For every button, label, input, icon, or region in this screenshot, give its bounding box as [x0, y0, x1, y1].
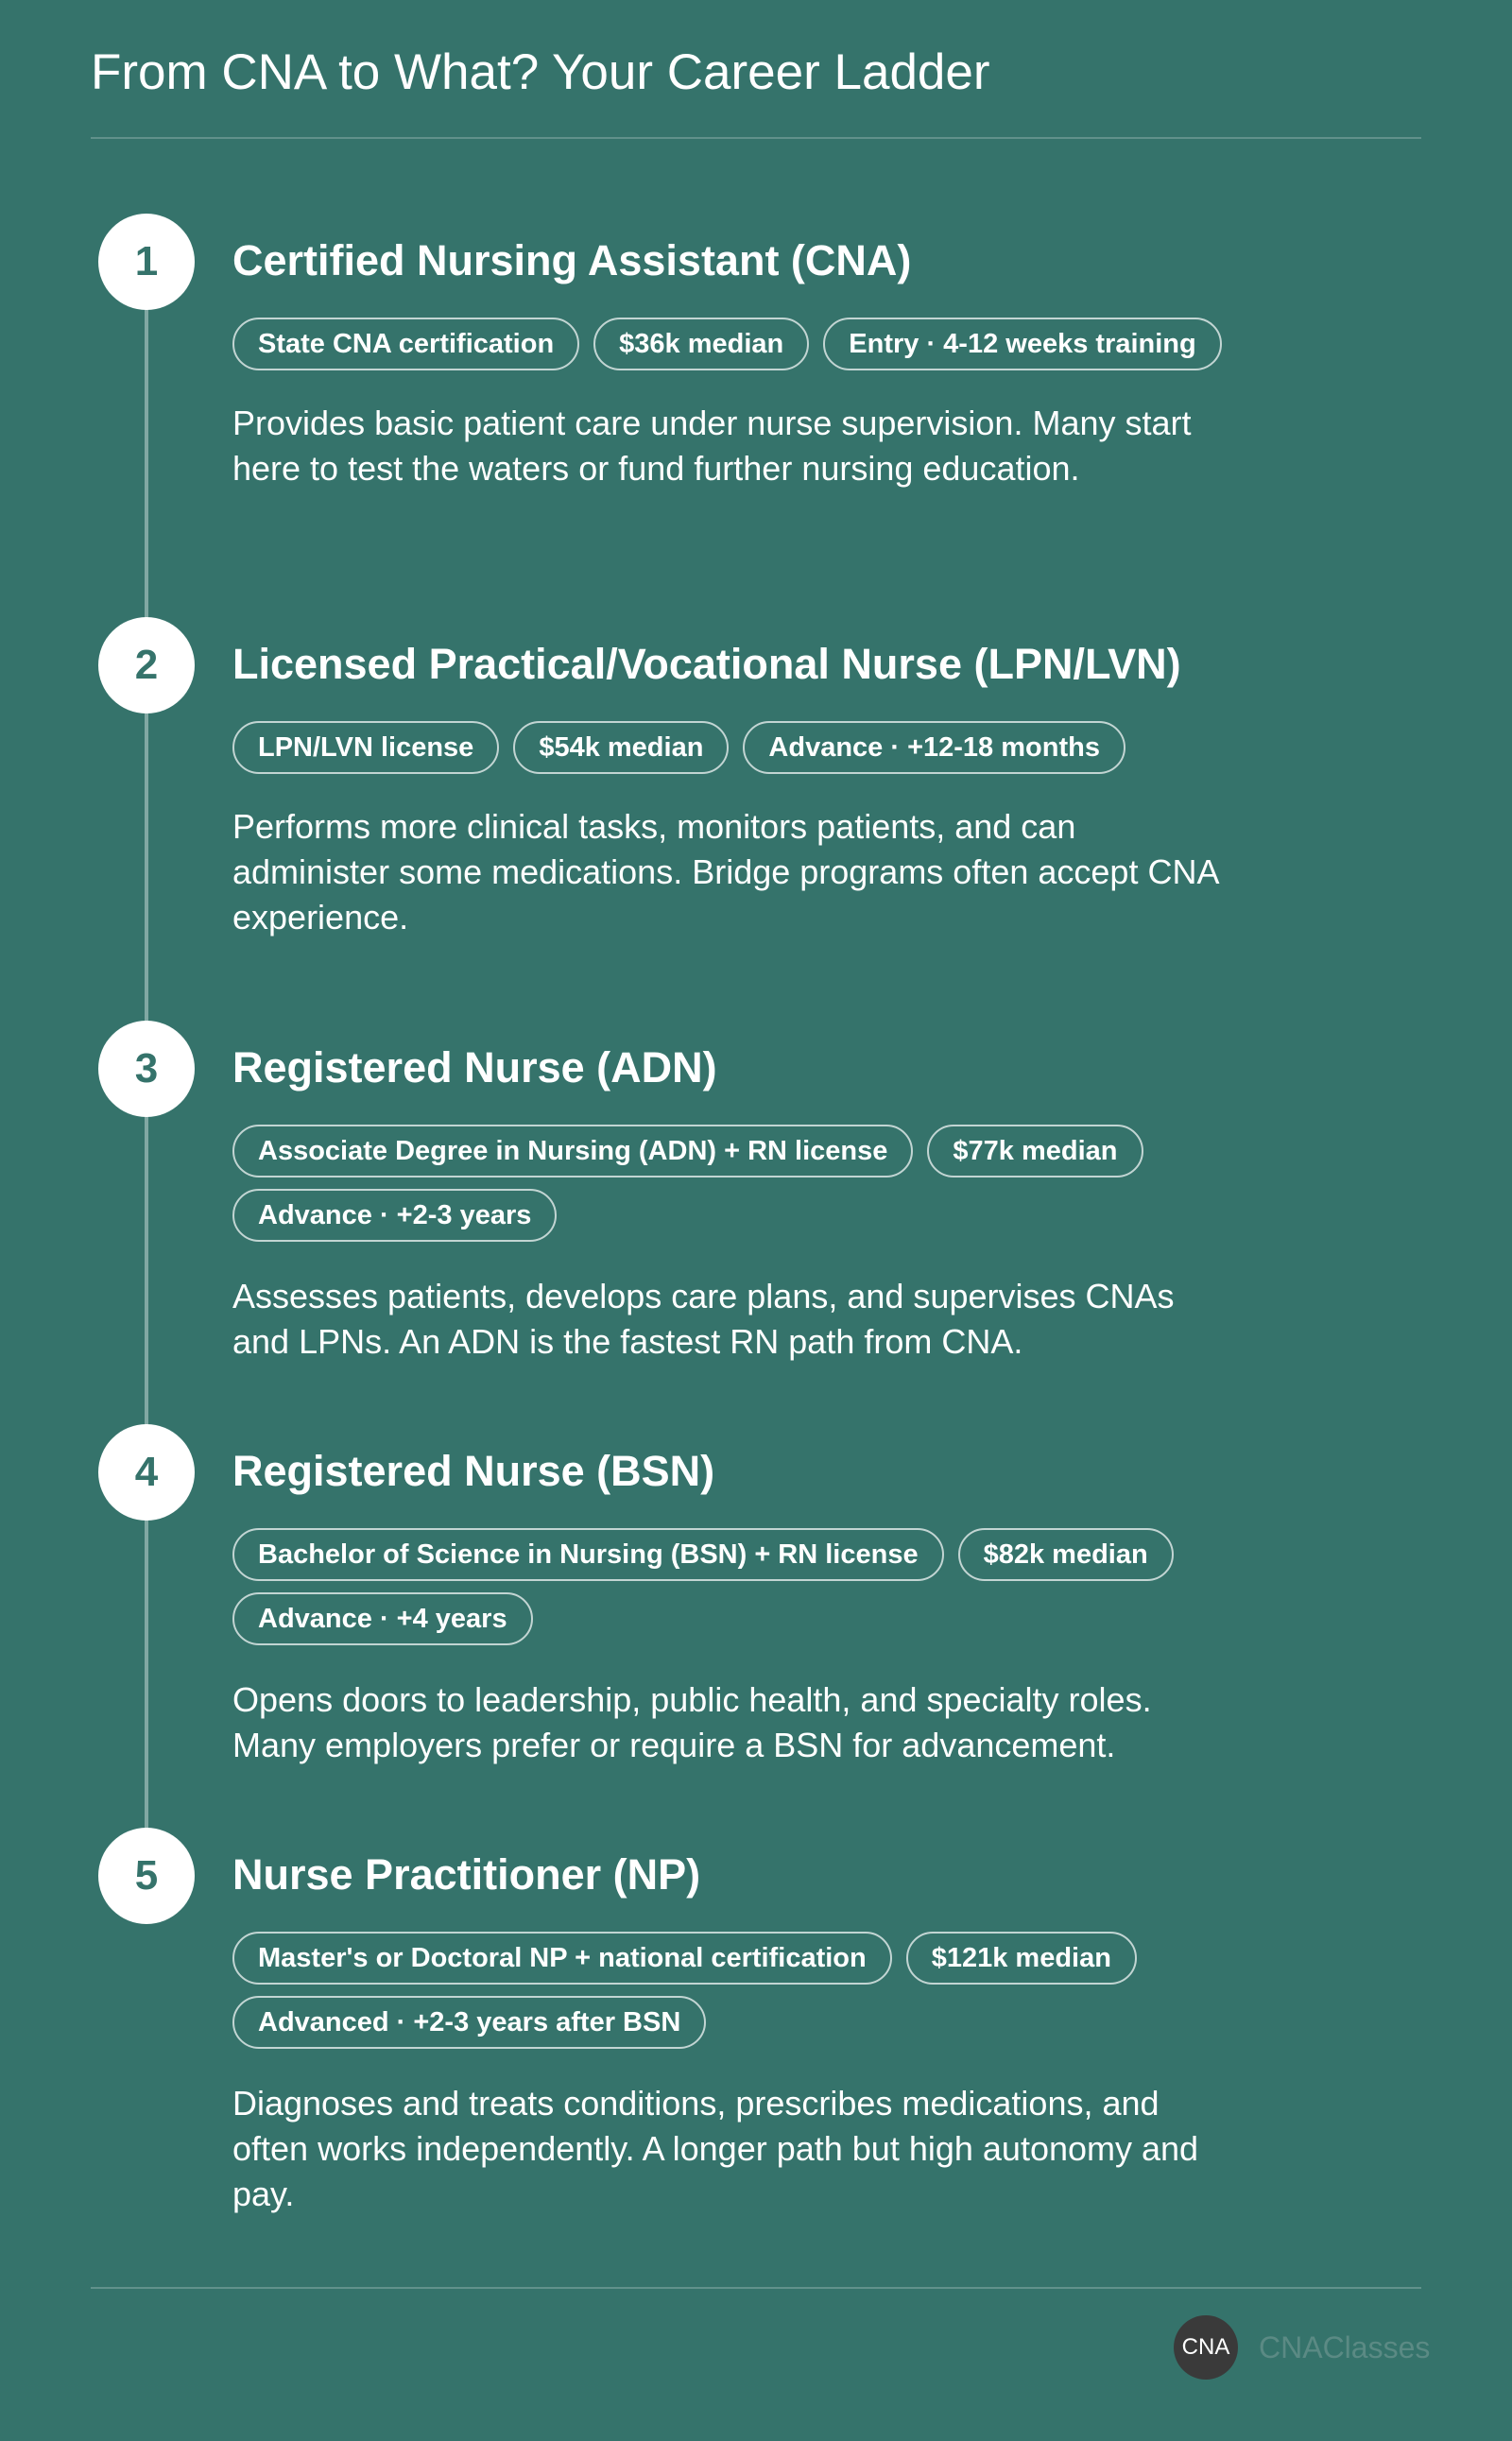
credential-tag: State CNA certification	[232, 318, 579, 370]
page-title: From CNA to What? Your Career Ladder	[91, 44, 990, 100]
brand-logo: CNA	[1174, 2315, 1238, 2380]
step-tags	[232, 1125, 1234, 1242]
step-description: Assesses patients, develops care plans, and supervises CNAs and LPNs. An ADN is the fastest RN path from CNA.	[232, 1277, 1175, 1361]
step-number-badge: 5	[98, 1828, 195, 1924]
credential-tag: Master's or Doctoral NP + national certification	[232, 1932, 892, 1985]
credential-tag: LPN/LVN license	[232, 721, 499, 774]
step-title: Nurse Practitioner (NP)	[232, 1850, 701, 1899]
step-tags	[232, 1528, 1234, 1645]
duration-tag: Advance · +12-18 months	[743, 721, 1125, 774]
step-title: Certified Nursing Assistant (CNA)	[232, 236, 912, 284]
top-divider	[91, 137, 1421, 139]
brand-name: CNAClasses	[1259, 2329, 1431, 2364]
step-title: Licensed Practical/Vocational Nurse (LPN/LVN)	[232, 640, 1181, 688]
step-title: Registered Nurse (ADN)	[232, 1043, 717, 1092]
credential-tag: Bachelor of Science in Nursing (BSN) + RN license	[232, 1528, 944, 1581]
step-tags	[232, 318, 1291, 370]
step-description: Provides basic patient care under nurse supervision. Many start here to test the waters or fund further nursing education.	[232, 404, 1192, 488]
credential-tag: Associate Degree in Nursing (ADN) + RN license	[232, 1125, 913, 1178]
step-number-badge: 4	[98, 1424, 195, 1521]
duration-tag: Advanced · +2-3 years after BSN	[232, 1996, 706, 2049]
salary-tag: $82k median	[958, 1528, 1174, 1581]
step-title: Registered Nurse (BSN)	[232, 1447, 715, 1495]
salary-tag: $54k median	[513, 721, 729, 774]
step-number-badge: 3	[98, 1021, 195, 1117]
duration-tag: Advance · +4 years	[232, 1592, 533, 1645]
step-number-badge: 2	[98, 617, 195, 713]
step-number-badge: 1	[98, 214, 195, 310]
step-description: Diagnoses and treats conditions, prescribes medications, and often works independently. A longer path but high autonomy and pay.	[232, 2084, 1199, 2213]
bottom-divider	[91, 2287, 1421, 2289]
salary-tag: $36k median	[593, 318, 809, 370]
step-description: Opens doors to leadership, public health, and specialty roles. Many employers prefer or require a BSN for advancement.	[232, 1680, 1152, 1764]
salary-tag: $77k median	[927, 1125, 1143, 1178]
brand-footer	[1174, 2315, 1430, 2380]
step-tags	[232, 721, 1291, 774]
duration-tag: Advance · +2-3 years	[232, 1189, 557, 1242]
salary-tag: $121k median	[906, 1932, 1137, 1985]
step-tags	[232, 1932, 1234, 2049]
step-description: Performs more clinical tasks, monitors patients, and can administer some medications. Bridge programs often accept CNA experience.	[232, 807, 1218, 937]
duration-tag: Entry · 4-12 weeks training	[823, 318, 1221, 370]
